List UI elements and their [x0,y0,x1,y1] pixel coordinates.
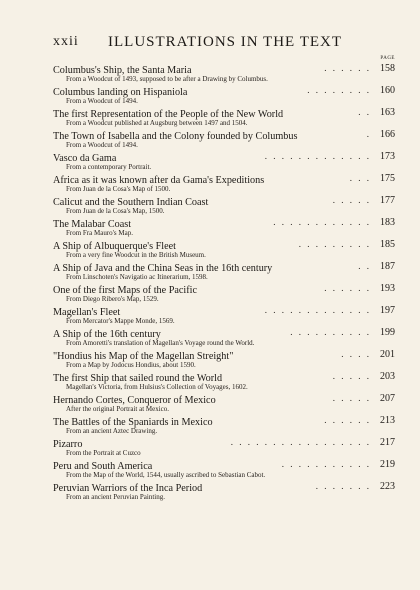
illustration-source: From a Map by Jodocus Hondius, about 1590. [66,361,196,369]
dot-leaders: . . . . . . . . . . . . [273,217,371,227]
illustration-title: Magellan's Fleet [53,307,121,318]
page-number: xxii [53,34,79,49]
illustration-title: A Ship of Java and the China Seas in the 16th century [53,263,273,274]
illustration-title: Peruvian Warriors of the Inca Period [53,483,203,494]
illustration-title: "Hondius his Map of the Magellan Streight" [53,351,234,362]
dot-leaders: . . [358,107,371,117]
dot-leaders: . . . . . . . [315,481,371,491]
dot-leaders: . . . . . . . . [307,85,371,95]
illustration-source: After the original Portrait at Mexico. [66,405,170,413]
illustration-source: From Fra Mauro's Map. [66,229,133,237]
dot-leaders: . . . . . [332,195,371,205]
illustration-source: Magellan's Victoria, from Hulsius's Collection of Voyages, 1602. [66,383,248,391]
illustration-page-number: 213 [380,415,395,426]
list-item [53,128,395,150]
illustration-title: Columbus landing on Hispaniola [53,87,188,98]
illustration-title: Peru and South America [53,461,153,472]
illustration-title: The first Representation of the People of the New World [53,109,284,120]
illustration-page-number: 223 [380,481,395,492]
illustration-page-number: 173 [380,151,395,162]
illustration-page-number: 197 [380,305,395,316]
illustration-source: From the Portrait at Cuzco [66,449,141,457]
list-item [53,150,395,172]
illustration-source: From a Woodcut published at Augsburg between 1497 and 1504. [66,119,248,127]
illustration-page-number: 160 [380,85,395,96]
list-item [53,238,395,260]
dot-leaders: . . . . . . . . . . [290,327,371,337]
illustration-title: A Ship of the 16th century [53,329,161,340]
illustration-source: From a Woodcut of 1493, supposed to be after a Drawing by Columbus. [66,75,268,83]
illustration-page-number: 166 [380,129,395,140]
illustration-source: From Diego Ribero's Map, 1529. [66,295,159,303]
list-item [53,216,395,238]
list-item [53,348,395,370]
illustration-title: The Battles of the Spaniards in Mexico [53,417,213,428]
dot-leaders: . . . . [341,349,371,359]
list-item [53,84,395,106]
illustration-title: Hernando Cortes, Conqueror of Mexico [53,395,216,406]
illustration-title: Africa as it was known after da Gama's Expeditions [53,175,265,186]
illustration-page-number: 175 [380,173,395,184]
illustration-page-number: 158 [380,63,395,74]
page-column-label: PAGE [380,56,395,61]
illustration-source: From a Woodcut of 1494. [66,141,138,149]
illustration-source: From a contemporary Portrait. [66,163,152,171]
illustration-title: Calicut and the Southern Indian Coast [53,197,209,208]
illustration-page-number: 187 [380,261,395,272]
illustration-source: From Juan de la Cosa's Map of 1500. [66,185,171,193]
list-item [53,106,395,128]
dot-leaders: . . . . . . . . . . . . . . . . . [230,437,371,447]
dot-leaders: . . . [349,173,371,183]
list-item [53,414,395,436]
dot-leaders: . . . . . . . . . . . [281,459,371,469]
dot-leaders: . . . . . [332,371,371,381]
list-item [53,194,395,216]
illustration-page-number: 219 [380,459,395,470]
illustration-title: Vasco da Gama [53,153,117,164]
illustration-source: From the Map of the World, 1544, usually ascribed to Sebastian Cabot. [66,471,266,479]
list-item [53,458,395,480]
dot-leaders: . . . . . . [324,415,371,425]
illustration-page-number: 199 [380,327,395,338]
illustration-page-number: 163 [380,107,395,118]
illustration-page-number: 203 [380,371,395,382]
illustration-title: Pizarro [53,439,83,450]
list-item [53,480,395,502]
illustration-source: From a Woodcut of 1494. [66,97,138,105]
dot-leaders: . . . . . [332,393,371,403]
illustration-title: The Malabar Coast [53,219,132,230]
illustration-page-number: 185 [380,239,395,250]
list-item [53,172,395,194]
illustration-title: Columbus's Ship, the Santa Maria [53,65,192,76]
illustration-page-number: 193 [380,283,395,294]
illustration-source: From Mercator's Mappe Monde, 1569. [66,317,175,325]
dot-leaders: . . . . . . . . . . . . . [264,151,371,161]
illustration-page-number: 183 [380,217,395,228]
illustration-source: From an ancient Peruvian Painting. [66,493,165,501]
illustration-title: One of the first Maps of the Pacific [53,285,197,296]
list-item [53,282,395,304]
illustration-title: The Town of Isabella and the Colony founded by Columbus [53,131,298,142]
dot-leaders: . . . . . . [324,63,371,73]
illustration-source: From Amoretti's translation of Magellan's Voyage round the World. [66,339,255,347]
illustration-source: From a very fine Woodcut in the British Museum. [66,251,206,259]
illustrations-list [53,62,395,502]
page-header [53,34,395,62]
illustration-title: A Ship of Albuquerque's Fleet [53,241,176,252]
dot-leaders: . . . . . . [324,283,371,293]
list-item [53,370,395,392]
illustration-source: From an ancient Aztec Drawing. [66,427,158,435]
illustration-page-number: 217 [380,437,395,448]
dot-leaders: . . . . . . . . . . . . . [264,305,371,315]
running-title: ILLUSTRATIONS IN THE TEXT [108,34,343,50]
dot-leaders: . . [358,261,371,271]
list-item [53,326,395,348]
illustration-source: From Juan de la Cosa's Map, 1500. [66,207,165,215]
illustration-page-number: 177 [380,195,395,206]
illustration-title: The first Ship that sailed round the World [53,373,223,384]
list-item [53,436,395,458]
illustration-page-number: 207 [380,393,395,404]
dot-leaders: . . . . . . . . . [298,239,371,249]
list-item [53,392,395,414]
list-item [53,260,395,282]
illustration-source: From Linschoten's Navigatio ac Itinerarium, 1598. [66,273,208,281]
list-item [53,304,395,326]
dot-leaders: . [366,129,371,139]
illustration-page-number: 201 [380,349,395,360]
list-item [53,62,395,84]
